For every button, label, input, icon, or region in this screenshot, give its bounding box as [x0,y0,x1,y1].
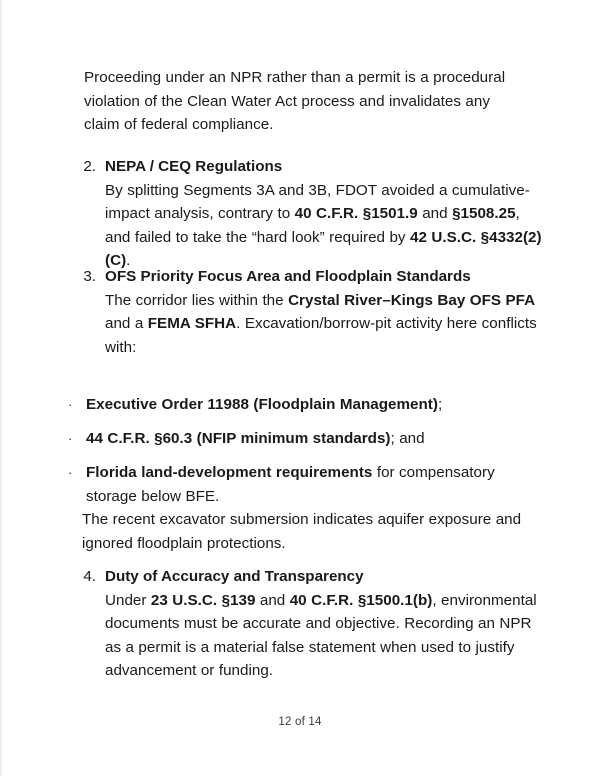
numbered-item-title: NEPA / CEQ Regulations [105,158,283,175]
numbered-item-title: Duty of Accuracy and Transparency [105,568,364,585]
numbered-item-3 [72,265,537,359]
numbered-item-text: The corridor lies within the Crystal River–Kings Bay OFS PFA and a FEMA SFHA. Excavation/borrow-pit activity here conflicts with: [105,291,537,356]
numbered-item-title: OFS Priority Focus Area and Floodplain Standards [105,268,471,285]
numbered-item-4 [72,565,537,683]
numbered-item-text: By splitting Segments 3A and 3B, FDOT avoided a cumulative-impact analysis, contrary to 40 C.F.R. §1501.9 and §1508.25, and failed to take the “hard look” required by 42 U.S.C. §4332(2)(C). [105,181,542,269]
bullet-item-3 [68,461,538,508]
bullet-text: Executive Order 11988 (Floodplain Management); [86,396,443,413]
bullet-text: 44 C.F.R. §60.3 (NFIP minimum standards); and [86,430,425,447]
numbered-item-body [105,155,545,273]
intro-paragraph: Proceeding under an NPR rather than a permit is a procedural violation of the Clean Water Act process and invalidates any claim of federal compliance. [84,69,506,133]
numbered-item-body [105,265,545,359]
bullet-text: Florida land-development requirements for compensatory storage below BFE. [86,464,495,505]
list-number: 2. [83,158,96,175]
bullet-marker-icon: · [68,397,73,412]
bullet-item-2 [68,427,538,451]
bullet-marker-icon: · [68,465,73,480]
numbered-item-body [105,565,545,683]
page-number-footer: 12 of 14 [278,716,322,728]
numbered-item-text: Under 23 U.S.C. §139 and 40 C.F.R. §1500.1(b), environmental documents must be accurate and objective. Recording an NPR as a permit is a material false statement when used to justify advancement or funding. [105,591,537,679]
list-number: 4. [83,568,96,585]
numbered-item-2 [72,155,542,273]
bullet-item-1 [68,393,538,417]
bullet-marker-icon: · [68,431,73,446]
bullet-continuation-text: The recent excavator submersion indicates aquifer exposure and ignored floodplain protections. [82,511,522,552]
list-number: 3. [83,268,96,285]
